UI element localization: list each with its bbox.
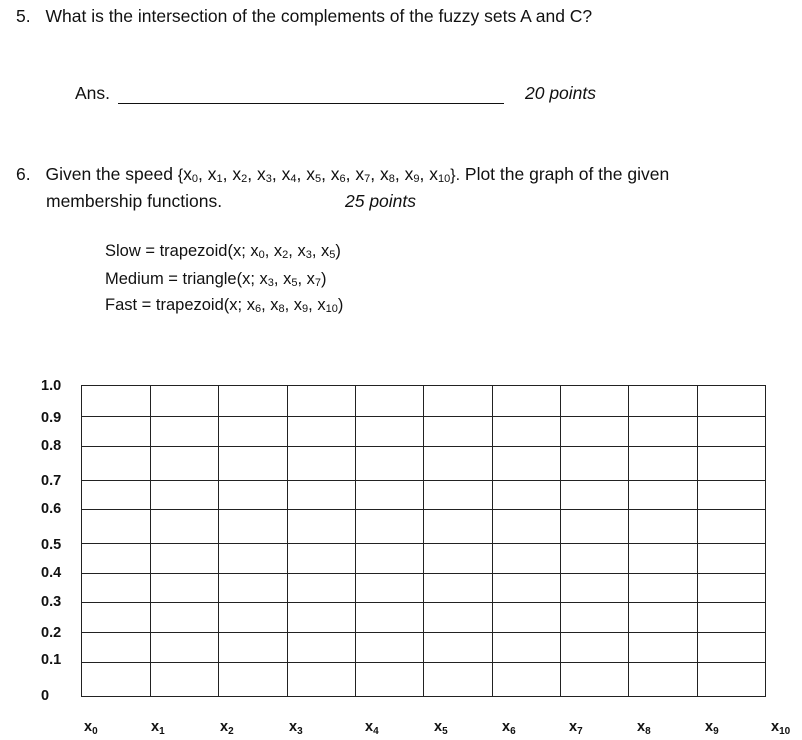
question-5-points: 20 points bbox=[525, 83, 597, 103]
y-label: 0.4 bbox=[41, 565, 62, 581]
set-element: $x_9$ bbox=[404, 164, 420, 185]
y-label: 0.3 bbox=[41, 594, 62, 610]
grid-col-line bbox=[628, 386, 629, 696]
x-label: $x_{10}$ bbox=[771, 719, 791, 737]
question-5-text: What is the intersection of the complements of the fuzzy sets A and C? bbox=[45, 6, 593, 26]
grid-col-line bbox=[560, 386, 561, 696]
set-element: $x_5$ bbox=[306, 164, 322, 185]
set-element: $x_4$ bbox=[281, 164, 297, 185]
y-label: 0.7 bbox=[41, 473, 62, 489]
grid-col-line bbox=[697, 386, 698, 696]
set-element: $x_0$ bbox=[183, 164, 199, 185]
set-open-brace: { bbox=[177, 167, 184, 184]
function-fast bbox=[105, 296, 343, 315]
set-element: $x_3$ bbox=[256, 164, 272, 185]
x-label: $x_0$ bbox=[84, 719, 98, 737]
set-element: $x_1$ bbox=[207, 164, 223, 185]
question-5-number: 5. bbox=[16, 6, 31, 26]
y-label: 0.8 bbox=[41, 438, 62, 454]
answer-blank-line[interactable] bbox=[118, 103, 504, 104]
question-6-line-1 bbox=[16, 164, 669, 185]
grid-col-line bbox=[423, 386, 424, 696]
grid-col-line bbox=[218, 386, 219, 696]
function-medium-text: Medium = triangle(x; $x_3$, $x_5$, $x_7$) bbox=[105, 270, 327, 289]
y-label: 0.9 bbox=[41, 410, 62, 426]
x-label: $x_7$ bbox=[569, 719, 583, 737]
y-label: 0.2 bbox=[41, 625, 62, 641]
question-6-text-after: Plot the graph of the given bbox=[460, 164, 670, 184]
function-slow-text: Slow = trapezoid(x; $x_0$, $x_2$, $x_3$, $x_5$) bbox=[105, 242, 341, 261]
set-element: $x_2$ bbox=[232, 164, 248, 185]
function-medium bbox=[105, 270, 327, 289]
question-6-line-2: membership functions. bbox=[46, 191, 223, 211]
x-label: $x_6$ bbox=[502, 719, 516, 737]
set-element: $x_7$ bbox=[355, 164, 371, 185]
grid-col-line bbox=[355, 386, 356, 696]
set-close-brace: }. bbox=[450, 167, 461, 184]
question-6-number: 6. bbox=[16, 164, 31, 184]
set-element: $x_{10}$ bbox=[429, 164, 451, 185]
grid-col-line bbox=[150, 386, 151, 696]
x-label: $x_8$ bbox=[637, 719, 651, 737]
x-label: $x_1$ bbox=[151, 719, 165, 737]
answer-label: Ans. bbox=[75, 83, 111, 103]
speed-set-elements: $x_0$, $x_1$, $x_2$, $x_3$, $x_4$, $x_5$, $x_6$, $x_7$, $x_8$, $x_9$, $x_{10}$ bbox=[183, 164, 451, 185]
plot-grid[interactable] bbox=[81, 385, 766, 697]
function-slow bbox=[105, 242, 341, 261]
y-label: 0.5 bbox=[41, 537, 62, 553]
function-fast-text: Fast = trapezoid(x; $x_6$, $x_8$, $x_9$, $x_{10}$) bbox=[105, 296, 344, 315]
x-label: $x_5$ bbox=[434, 719, 448, 737]
question-6-text-before: Given the speed bbox=[45, 164, 178, 184]
x-label: $x_3$ bbox=[289, 719, 303, 737]
grid-col-line bbox=[287, 386, 288, 696]
question-5 bbox=[16, 6, 592, 27]
x-label: $x_2$ bbox=[220, 719, 234, 737]
y-label: 0.6 bbox=[41, 501, 62, 517]
y-label: 1.0 bbox=[41, 378, 62, 394]
grid-col-line bbox=[492, 386, 493, 696]
x-label: $x_9$ bbox=[705, 719, 719, 737]
x-label: $x_4$ bbox=[365, 719, 379, 737]
set-element: $x_8$ bbox=[380, 164, 395, 185]
question-6-points: 25 points bbox=[345, 191, 417, 211]
y-label: 0 bbox=[41, 688, 50, 704]
set-element: $x_6$ bbox=[330, 164, 346, 185]
y-label: 0.1 bbox=[41, 652, 62, 668]
